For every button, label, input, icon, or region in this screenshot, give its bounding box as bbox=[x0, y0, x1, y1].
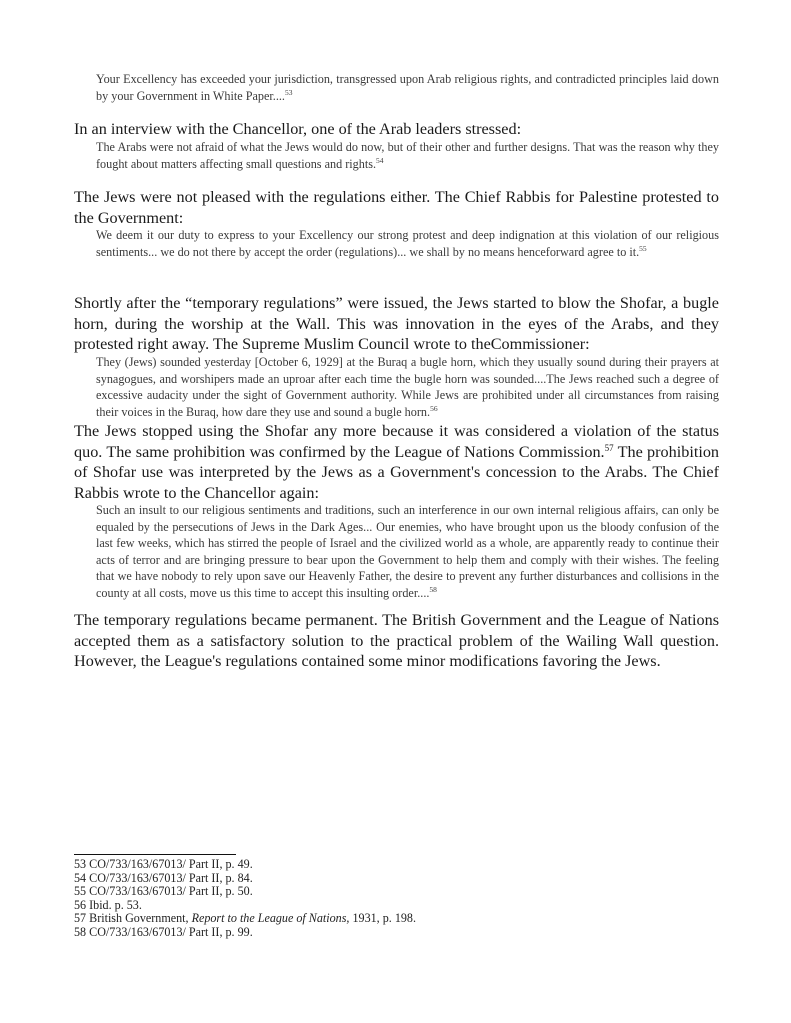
footnote-ref-53[interactable]: 53 bbox=[284, 87, 293, 97]
quote-chief-rabbis-protest bbox=[74, 227, 719, 260]
report-title: Report to the League of Nations, bbox=[191, 911, 350, 926]
footnote-ref-56[interactable]: 56 bbox=[430, 403, 438, 413]
paragraph-chancellor-interview bbox=[74, 119, 719, 140]
footnote-54: 54 CO/733/163/67013/ Part II, p. 84. bbox=[74, 870, 253, 885]
quote-text: They (Jews) sounded yesterday [October 6, 1929] at the Buraq a bugle horn, which they usually sound during their prayers at synagogues, and worshipers made an uproar after each time the bugle horn was sounded....The Jews reached such a degree of excessive audacity under the sight of Government authority. While Jews are prohibited under all circumstances from raising their voices in the Buraq, how dare they use and sound a bugle horn. bbox=[96, 355, 719, 419]
paragraph-jews-not-pleased bbox=[74, 187, 719, 228]
footnote-56: 56 Ibid. p. 53. bbox=[74, 897, 142, 912]
paragraph-shofar bbox=[74, 293, 719, 355]
paragraph-shofar-stopped bbox=[74, 421, 719, 503]
footnote-separator bbox=[74, 854, 236, 855]
footnote-ref-55[interactable]: 55 bbox=[639, 243, 647, 253]
footnote-ref-58[interactable]: 58 bbox=[429, 584, 437, 594]
paragraph-text: The temporary regulations became permanent. The British Government and the League of Nations accepted them as a satisfactory solution to the practical problem of the Wailing Wall question. However, the League's regulations contained some minor modifications favoring the Jews. bbox=[74, 611, 719, 670]
footnote-55: 55 CO/733/163/67013/ Part II, p. 50. bbox=[74, 884, 253, 899]
paragraph-text: In an interview with the Chancellor, one of the Arab leaders stressed: bbox=[74, 120, 522, 138]
footnote-58: 58 CO/733/163/67013/ Part II, p. 99. bbox=[74, 924, 253, 939]
paragraph-text: Shortly after the “temporary regulations” were issued, the Jews started to blow the Shofar, a bugle horn, during the worship at the Wall. This was innovation in the eyes of the Arabs, and they protested right away. The Supreme Muslim Council wrote to theCommissioner: bbox=[74, 294, 719, 353]
quote-arab-leaders bbox=[74, 139, 719, 172]
quote-text: Your Excellency has exceeded your jurisdiction, transgressed upon Arab religious rights, and contradicted principles laid down by your Government in White Paper.... bbox=[96, 72, 719, 103]
quote-white-paper bbox=[74, 71, 719, 104]
footnote-53: 53 CO/733/163/67013/ Part II, p. 49. bbox=[74, 857, 253, 871]
quote-text: The Arabs were not afraid of what the Jews would do now, but of their other and further designs. That was the reason why they fought about matters affecting small questions and rights. bbox=[96, 140, 719, 171]
footnote-ref-57[interactable]: 57 bbox=[604, 442, 614, 453]
paragraph-regulations-permanent bbox=[74, 610, 719, 672]
quote-supreme-muslim-council bbox=[74, 354, 719, 420]
quote-chief-rabbis-again bbox=[74, 502, 719, 602]
paragraph-text: The Jews stopped using the Shofar any more because it was considered a violation of the status quo. The same prohibition was confirmed by the League of Nations Commission. bbox=[74, 422, 719, 461]
footnote-ref-54[interactable]: 54 bbox=[376, 155, 384, 165]
footnote-57: 57 British Government, Report to the League of Nations, 1931, p. 198. bbox=[74, 911, 416, 926]
footnotes bbox=[74, 858, 574, 940]
quote-text: Such an insult to our religious sentiments and traditions, such an interference in our own internal religious affairs, can only be equaled by the persecutions of Jews in the Dark Ages... Our enemies, who have brought upon us the bloody confusion of the last few weeks, which has stirred the people of Israel and the civilized world as a whole, are apparently ready to continue their acts of terror and are bringing pressure to bear upon the Government to help them and comply with their wishes. The feeling that we have nobody to rely upon save our Heavenly Father, the desire to prevent any further disturbances and collisions in the county at all costs, move us this time to accept this insulting order.... bbox=[96, 503, 719, 600]
paragraph-text-continued: The prohibition of Shofar use was interpreted by the Jews as a Government's concession to the Arabs. The Chief Rabbis wrote to the Chancellor again: bbox=[74, 442, 720, 502]
quote-text: We deem it our duty to express to your Excellency our strong protest and deep indignation at this violation of our religious sentiments... we do not there by accept the order (regulations)... we shall by no means henceforward agree to it. bbox=[96, 228, 719, 259]
paragraph-text: The Jews were not pleased with the regulations either. The Chief Rabbis for Palestine protested to the Government: bbox=[74, 188, 719, 227]
